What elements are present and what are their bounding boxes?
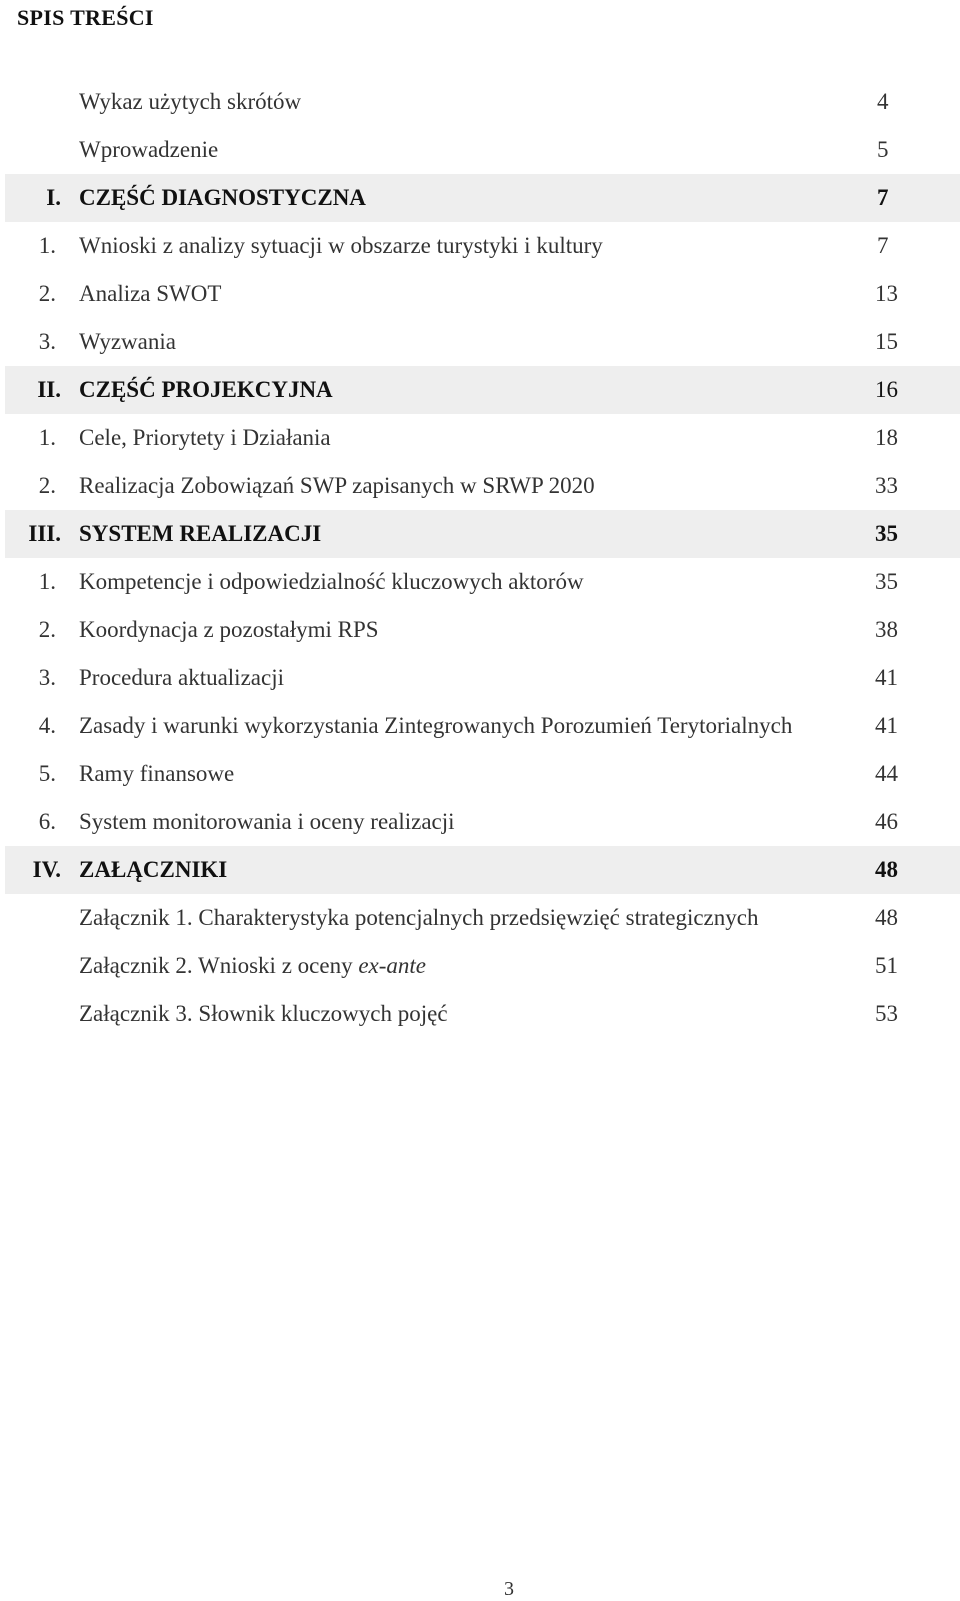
toc-entry-number: 1. bbox=[38, 425, 56, 450]
toc-entry[interactable] bbox=[0, 750, 960, 798]
page-number: 3 bbox=[504, 1578, 514, 1600]
toc-entry-page: 48 bbox=[875, 905, 898, 930]
toc-section-title: SYSTEM REALIZACJI bbox=[79, 521, 322, 546]
toc-entry-title: Procedura aktualizacji bbox=[79, 665, 284, 690]
toc-entry-page: 44 bbox=[875, 761, 898, 786]
toc-entry-number: 2. bbox=[38, 617, 56, 642]
toc-entry-title: Cele, Priorytety i Działania bbox=[79, 425, 331, 450]
toc-entry-introduction[interactable] bbox=[0, 126, 960, 174]
table-of-contents bbox=[0, 78, 960, 1038]
toc-section-implementation[interactable] bbox=[5, 510, 960, 558]
toc-entry-page: 38 bbox=[875, 617, 898, 642]
toc-section-projection[interactable] bbox=[5, 366, 960, 414]
toc-entry[interactable] bbox=[0, 462, 960, 510]
toc-section-diagnostic[interactable] bbox=[5, 174, 960, 222]
toc-entry-title: Wnioski z analizy sytuacji w obszarze turystyki i kultury bbox=[79, 233, 603, 258]
toc-entry-abbreviations[interactable] bbox=[0, 78, 960, 126]
toc-entry[interactable] bbox=[0, 318, 960, 366]
toc-section-title: CZĘŚĆ PROJEKCYJNA bbox=[79, 377, 333, 402]
toc-entry-title: Ramy finansowe bbox=[79, 761, 235, 786]
toc-entry-number: 2. bbox=[38, 281, 56, 306]
toc-section-title: CZĘŚĆ DIAGNOSTYCZNA bbox=[79, 185, 366, 210]
toc-section-annexes[interactable] bbox=[5, 846, 960, 894]
toc-entry-page: 15 bbox=[875, 329, 898, 354]
toc-entry-number: 2. bbox=[38, 473, 56, 498]
toc-entry-page: 7 bbox=[877, 233, 889, 258]
toc-section-number: I. bbox=[46, 185, 61, 210]
page-title: SPIS TREŚCI bbox=[17, 5, 154, 30]
toc-entry-number: 3. bbox=[38, 665, 56, 690]
toc-entry-page: 4 bbox=[877, 89, 889, 114]
toc-entry-page: 33 bbox=[875, 473, 898, 498]
toc-entry-title-main: Załącznik 2. Wnioski z oceny bbox=[79, 953, 359, 978]
toc-entry[interactable] bbox=[0, 654, 960, 702]
toc-entry-number: 3. bbox=[38, 329, 56, 354]
toc-entry[interactable] bbox=[0, 222, 960, 270]
toc-entry[interactable] bbox=[0, 702, 960, 750]
toc-entry-page: 53 bbox=[875, 1001, 898, 1026]
toc-entry-page: 5 bbox=[877, 137, 889, 162]
toc-section-title: ZAŁĄCZNIKI bbox=[79, 857, 228, 882]
toc-entry-page: 51 bbox=[875, 953, 898, 978]
toc-entry-title: System monitorowania i oceny realizacji bbox=[79, 809, 455, 834]
toc-entry-title: Zasady i warunki wykorzystania Zintegrowanych Porozumień Terytorialnych bbox=[79, 713, 793, 738]
toc-entry-title: Analiza SWOT bbox=[79, 281, 222, 306]
toc-entry-title: Załącznik 1. Charakterystyka potencjalnych przedsięwzięć strategicznych bbox=[79, 905, 759, 930]
toc-entry-title bbox=[79, 942, 426, 990]
toc-entry-number: 4. bbox=[38, 713, 56, 738]
toc-section-number: III. bbox=[28, 521, 61, 546]
toc-entry-title: Załącznik 3. Słownik kluczowych pojęć bbox=[79, 1001, 448, 1026]
toc-section-page: 7 bbox=[877, 185, 889, 210]
toc-entry-title: Kompetencje i odpowiedzialność kluczowych aktorów bbox=[79, 569, 584, 594]
toc-section-page: 35 bbox=[875, 521, 898, 546]
toc-entry-page: 41 bbox=[875, 665, 898, 690]
toc-entry-title: Wykaz użytych skrótów bbox=[79, 89, 302, 114]
toc-entry-number: 5. bbox=[38, 761, 56, 786]
toc-entry[interactable] bbox=[0, 558, 960, 606]
toc-annex-entry[interactable] bbox=[0, 990, 960, 1038]
toc-entry[interactable] bbox=[0, 606, 960, 654]
toc-section-page: 48 bbox=[875, 857, 898, 882]
toc-entry-number: 6. bbox=[38, 809, 56, 834]
toc-annex-entry[interactable] bbox=[0, 894, 960, 942]
toc-section-number: IV. bbox=[32, 857, 61, 882]
toc-entry[interactable] bbox=[0, 270, 960, 318]
toc-section-page: 16 bbox=[875, 377, 898, 402]
toc-entry[interactable] bbox=[0, 798, 960, 846]
toc-entry-number: 1. bbox=[38, 233, 56, 258]
toc-entry[interactable] bbox=[0, 414, 960, 462]
toc-entry-title: Wyzwania bbox=[79, 329, 176, 354]
toc-entry-page: 13 bbox=[875, 281, 898, 306]
toc-entry-page: 46 bbox=[875, 809, 898, 834]
toc-entry-title: Wprowadzenie bbox=[79, 137, 219, 162]
toc-entry-page: 35 bbox=[875, 569, 898, 594]
toc-section-number: II. bbox=[37, 377, 61, 402]
toc-entry-title: Realizacja Zobowiązań SWP zapisanych w SRWP 2020 bbox=[79, 473, 595, 498]
toc-entry-title-italic: ex-ante bbox=[358, 953, 427, 978]
toc-entry-page: 18 bbox=[875, 425, 898, 450]
toc-annex-entry[interactable] bbox=[0, 942, 960, 990]
toc-entry-page: 41 bbox=[875, 713, 898, 738]
toc-entry-title: Koordynacja z pozostałymi RPS bbox=[79, 617, 379, 642]
toc-entry-number: 1. bbox=[38, 569, 56, 594]
